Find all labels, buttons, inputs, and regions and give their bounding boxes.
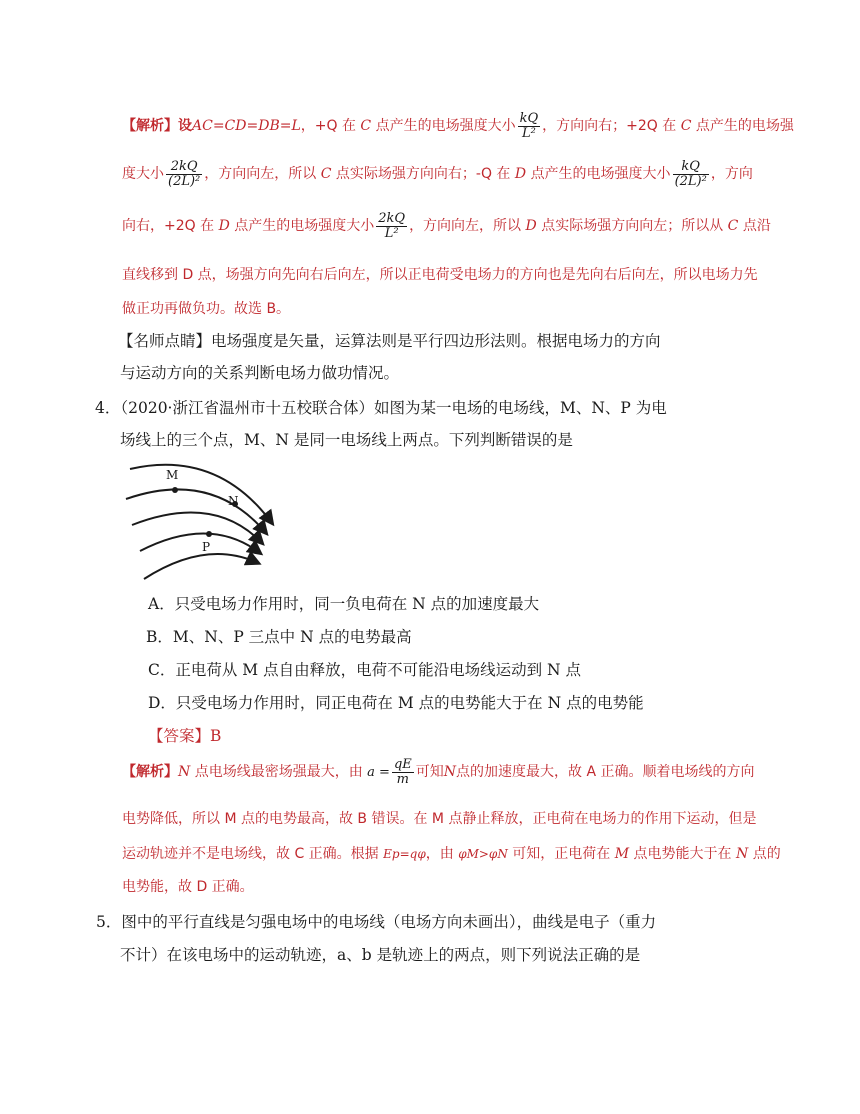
text-segment: D <box>218 218 230 235</box>
fraction-denominator: L² <box>384 225 399 241</box>
point-m-dot <box>172 487 178 493</box>
electric-field-lines-figure <box>122 455 282 585</box>
text-segment: N <box>178 764 191 781</box>
fraction-denominator: (2L)² <box>674 173 707 189</box>
fraction-numerator: qE <box>393 757 412 772</box>
fraction-numerator: kQ <box>519 111 539 126</box>
text-segment: ，由 <box>425 846 454 862</box>
text-segment: 可知，正电荷在 <box>512 846 611 862</box>
text-segment: M <box>614 846 630 862</box>
point-n-label: N <box>228 494 239 508</box>
text-segment: ，方向 <box>710 166 753 183</box>
tip-line1: 【名师点睛】电场强度是矢量，运算法则是平行四边形法则。根据电场力的方向 <box>118 332 661 350</box>
question4-line2: 场线上的三个点，M、N 是同一电场线上两点。下列判断错误的是 <box>120 431 573 449</box>
formula-ep: Ep=qφ <box>383 847 426 861</box>
text-segment: D <box>525 218 537 235</box>
analysis2-line1 <box>122 758 754 786</box>
analysis1-line1 <box>122 112 794 140</box>
fraction-2kq-l2 <box>376 212 407 240</box>
text-segment: 点的加速度最大，故 A 正确。顺着电场线的方向 <box>456 764 755 781</box>
text-segment: C <box>727 218 739 235</box>
fraction-numerator: 2kQ <box>166 160 202 175</box>
field-line-5 <box>144 554 258 579</box>
tip-line2: 与运动方向的关系判断电场力做功情况。 <box>120 364 400 382</box>
text-segment: AC=CD=DB=L <box>192 118 301 135</box>
analysis2-line4: 电势能，故 D 正确。 <box>122 879 254 895</box>
text-segment: 点产生的电场强度大小 <box>234 218 375 235</box>
question5-line2: 不计）在该电场中的运动轨迹，a、b 是轨迹上的两点，则下列说法正确的是 <box>120 946 641 964</box>
question4-line1: 4．（2020·浙江省温州市十五校联合体）如图为某一电场的电场线，M、N、P 为电 <box>95 399 667 417</box>
text-segment: C <box>360 118 372 135</box>
fraction-kq-l2 <box>518 112 541 140</box>
field-line-1 <box>130 465 272 523</box>
analysis1-line3 <box>122 212 771 240</box>
text-segment: 点实际场强方向向左；所以从 <box>541 218 724 235</box>
option-a: A．只受电场力作用时，同一负电荷在 N 点的加速度最大 <box>148 595 540 613</box>
question5-line1: 5．图中的平行直线是匀强电场中的电场线（电场方向未画出），曲线是电子（重力 <box>96 913 657 931</box>
fraction-qe-m <box>392 758 414 786</box>
fraction-denominator: L² <box>521 125 536 141</box>
text-segment: C <box>680 118 692 135</box>
text-segment: 点的 <box>752 846 781 862</box>
text-segment: ，方向向右；+2Q 在 <box>542 118 677 135</box>
analysis2-line2: 电势降低，所以 M 点的电势最高，故 B 错误。在 M 点静止释放，正电荷在电场力的作用下运动，但是 <box>122 811 757 827</box>
formula-lhs: a = <box>367 765 390 781</box>
option-b: B．M、N、P 三点中 N 点的电势最高 <box>146 628 412 646</box>
analysis1-line5: 做正功再做负功。故选 B。 <box>122 301 291 317</box>
text-segment: 点沿 <box>742 218 771 235</box>
text-segment: D <box>514 166 527 183</box>
field-line-2 <box>126 489 266 533</box>
text-segment: ，方向向左，所以 <box>409 218 522 235</box>
analysis1-line4: 直线移到 D 点，场强方向先向右后向左，所以正电荷受电场力的方向也是先向右后向左，所以电场力先 <box>122 267 758 283</box>
fraction-2kq-2l2 <box>166 160 202 188</box>
text-segment: 向右，+2Q 在 <box>122 218 215 235</box>
field-line-4 <box>140 533 260 553</box>
text-segment: 点产生的电场强 <box>695 118 794 135</box>
answer-label: 【答案】B <box>148 727 222 745</box>
text-segment: C <box>320 166 332 183</box>
option-d: D．只受电场力作用时，同正电荷在 M 点的电势能大于在 N 点的电势能 <box>148 694 644 712</box>
text-segment: 可知 <box>415 764 444 781</box>
text-segment: N <box>736 846 749 862</box>
fraction-kq-2l2 <box>673 160 709 188</box>
formula-phi-compare: φM>φN <box>458 847 508 861</box>
analysis-label: 【解析】 <box>122 764 178 781</box>
text-segment: 度大小 <box>122 166 164 183</box>
point-p-label: P <box>202 540 211 554</box>
field-line-3 <box>132 513 262 543</box>
point-p-dot <box>206 531 212 537</box>
text-segment: ，方向向左，所以 <box>204 166 317 183</box>
fraction-denominator: m <box>396 771 409 787</box>
text-segment: 点产生的电场强度大小 <box>375 118 516 135</box>
analysis1-line2 <box>122 160 753 188</box>
fraction-numerator: kQ <box>673 160 709 175</box>
text-segment: ，+Q 在 <box>300 118 356 135</box>
text-segment: 点产生的电场强度大小 <box>530 166 671 183</box>
analysis2-line3 <box>122 843 781 863</box>
text-segment: 点电势能大于在 <box>633 846 732 862</box>
fraction-numerator: 2kQ <box>378 211 406 226</box>
text-segment: 点实际场强方向向右；-Q 在 <box>335 166 511 183</box>
text-segment: N <box>443 764 456 781</box>
text-segment: 点电场线最密场强最大，由 <box>194 764 363 781</box>
point-m-label: M <box>166 468 179 482</box>
fraction-denominator: (2L)² <box>168 173 201 189</box>
text-segment: 运动轨迹并不是电场线，故 C 正确。根据 <box>122 846 379 862</box>
analysis-label: 【解析】设 <box>122 118 192 135</box>
option-c: C．正电荷从 M 点自由释放，电荷不可能沿电场线运动到 N 点 <box>148 661 582 679</box>
